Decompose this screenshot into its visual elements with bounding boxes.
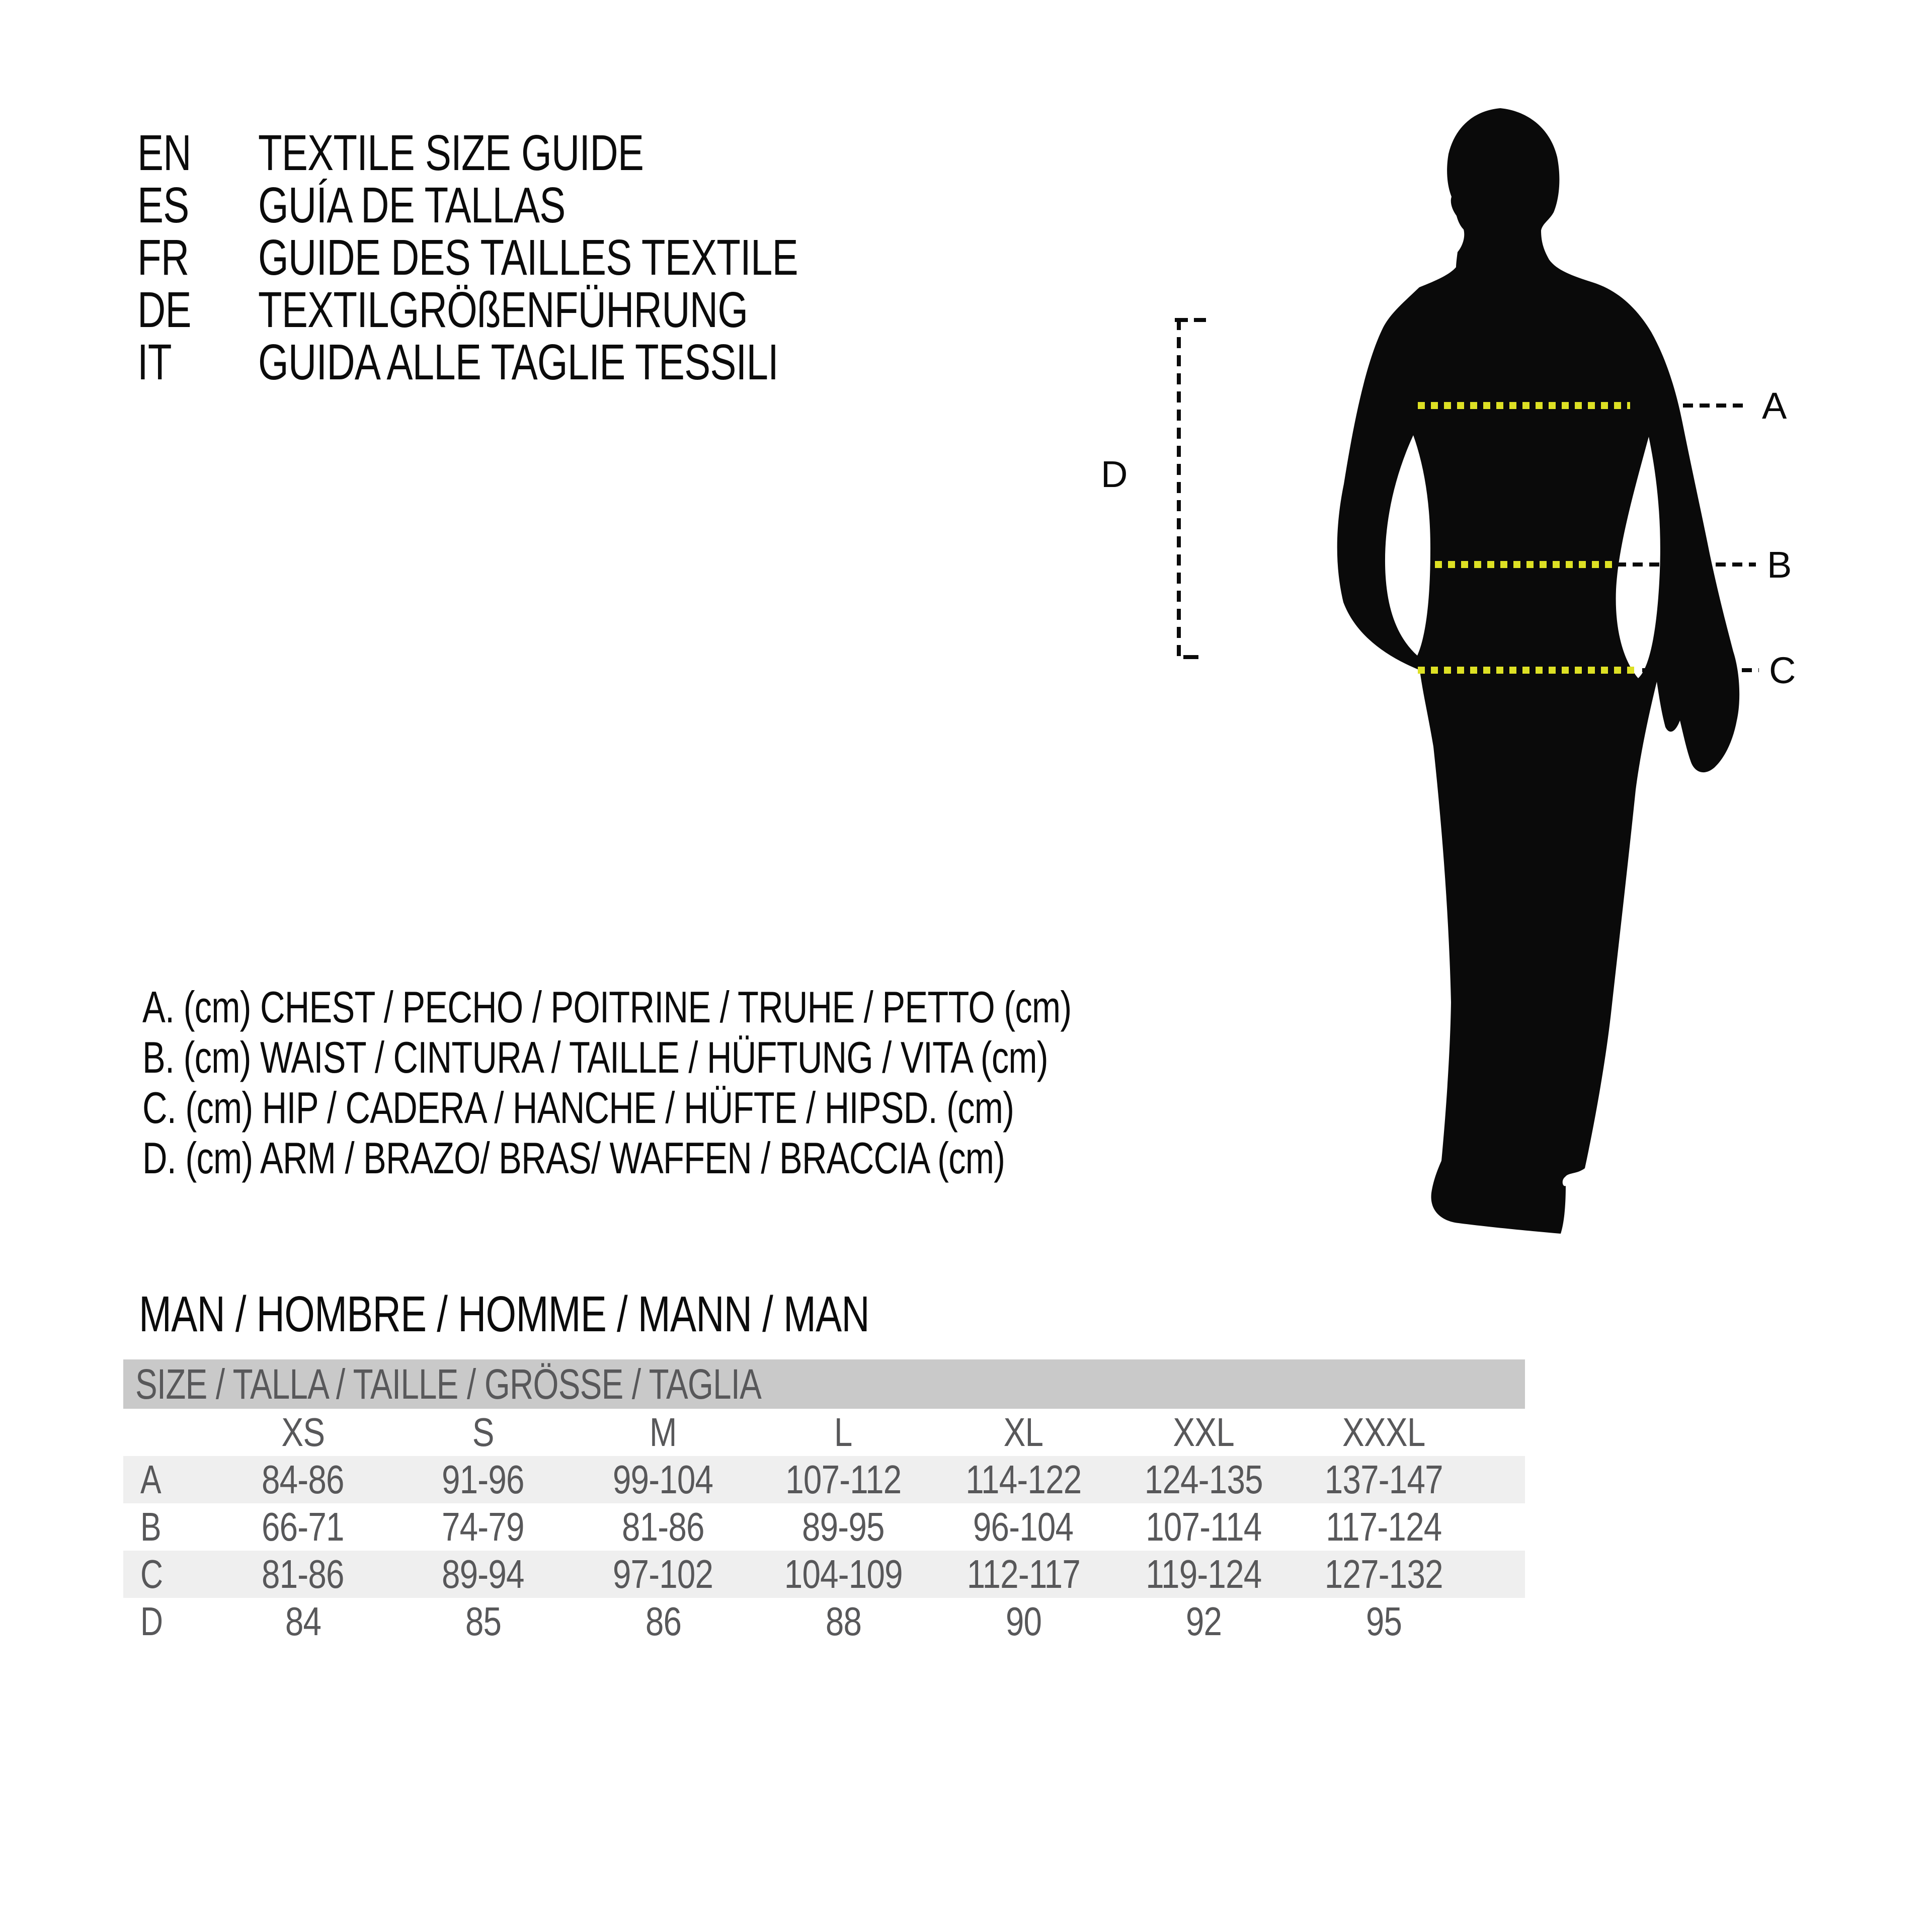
table-cell: 99-104 xyxy=(613,1457,713,1502)
table-cell: 137-147 xyxy=(1324,1457,1443,1502)
table-row xyxy=(123,1551,1525,1598)
table-cell: 92 xyxy=(1185,1599,1222,1644)
table-header-band xyxy=(123,1359,1525,1409)
language-code: IT xyxy=(137,334,172,390)
table-cell: 112-117 xyxy=(967,1552,1080,1596)
table-cell: 107-112 xyxy=(785,1457,902,1502)
language-code: FR xyxy=(137,229,189,286)
table-cell: 119-124 xyxy=(1145,1552,1262,1596)
language-code: EN xyxy=(137,124,191,181)
column-header: M xyxy=(650,1410,677,1455)
table-cell: 84 xyxy=(285,1599,321,1644)
figure-label-a: A xyxy=(1762,385,1787,427)
figure-label-c: C xyxy=(1769,650,1796,691)
table-row xyxy=(123,1456,1525,1503)
language-row xyxy=(137,281,950,338)
column-header: XL xyxy=(1003,1410,1043,1455)
legend-line-b: B. (cm) WAIST / CINTURA / TAILLE / HÜFTUNG / VITA (cm) xyxy=(142,1032,1048,1082)
table-cell: 81-86 xyxy=(622,1504,704,1549)
table-cell: 107-114 xyxy=(1145,1504,1262,1549)
measure-line-d xyxy=(1175,319,1206,658)
table-cell: 91-96 xyxy=(442,1457,524,1502)
language-title-block xyxy=(137,124,950,390)
table-header-text: SIZE / TALLA / TAILLE / GRÖSSE / TAGLIA xyxy=(135,1360,762,1408)
table-cell: 117-124 xyxy=(1325,1504,1442,1549)
legend-line-c: C. (cm) HIP / CADERA / HANCHE / HÜFTE / HIPSD. (cm) xyxy=(142,1083,1014,1133)
language-code: ES xyxy=(137,177,189,233)
table-cell: 74-79 xyxy=(442,1504,524,1549)
section-title-text: MAN / HOMBRE / HOMME / MANN / MAN xyxy=(139,1285,869,1342)
table-cell: 127-132 xyxy=(1324,1552,1443,1596)
language-title: GUIDE DES TAILLES TEXTILE xyxy=(258,229,798,286)
table-cell: 95 xyxy=(1365,1599,1402,1644)
language-row xyxy=(137,179,950,231)
column-header: XXL xyxy=(1173,1410,1234,1455)
column-header: XS xyxy=(281,1410,325,1455)
table-cell: 89-94 xyxy=(442,1552,524,1596)
language-row xyxy=(137,336,950,388)
table-row xyxy=(123,1503,1525,1551)
measurement-legend xyxy=(142,982,1333,1183)
table-column-header-row xyxy=(123,1409,1525,1456)
row-label: D xyxy=(140,1599,163,1644)
table-cell: 96-104 xyxy=(973,1504,1074,1549)
column-header: L xyxy=(834,1410,852,1455)
table-cell: 81-86 xyxy=(262,1552,344,1596)
table-cell: 85 xyxy=(465,1599,501,1644)
table-cell: 124-135 xyxy=(1144,1457,1263,1502)
legend-line-a: A. (cm) CHEST / PECHO / POITRINE / TRUHE / PETTO (cm) xyxy=(142,982,1072,1032)
language-code: DE xyxy=(137,281,191,338)
table-cell: 90 xyxy=(1005,1599,1041,1644)
column-header: XXXL xyxy=(1342,1410,1425,1455)
figure-label-b: B xyxy=(1767,544,1792,586)
language-title: GUÍA DE TALLAS xyxy=(258,177,566,233)
language-title: TEXTILE SIZE GUIDE xyxy=(258,124,644,181)
row-label: A xyxy=(140,1457,161,1502)
table-cell: 114-122 xyxy=(965,1457,1082,1502)
language-title: TEXTILGRÖßENFÜHRUNG xyxy=(258,281,748,338)
section-title xyxy=(139,1285,1075,1342)
row-label: C xyxy=(140,1552,163,1596)
table-cell: 97-102 xyxy=(613,1552,713,1596)
table-cell: 66-71 xyxy=(262,1504,344,1549)
language-row xyxy=(137,124,950,181)
language-title: GUIDA ALLE TAGLIE TESSILI xyxy=(258,334,778,390)
table-row xyxy=(123,1598,1525,1645)
table-cell: 88 xyxy=(825,1599,861,1644)
column-header: S xyxy=(472,1410,494,1455)
table-cell: 89-95 xyxy=(802,1504,884,1549)
figure-label-d: D xyxy=(1101,453,1128,495)
row-label: B xyxy=(140,1504,161,1549)
table-cell: 86 xyxy=(645,1599,681,1644)
size-table xyxy=(123,1359,1525,1645)
language-row xyxy=(137,231,950,284)
legend-line-d: D. (cm) ARM / BRAZO/ BRAS/ WAFFEN / BRACCIA (cm) xyxy=(142,1133,1005,1183)
table-cell: 84-86 xyxy=(262,1457,344,1502)
table-cell: 104-109 xyxy=(784,1552,903,1596)
